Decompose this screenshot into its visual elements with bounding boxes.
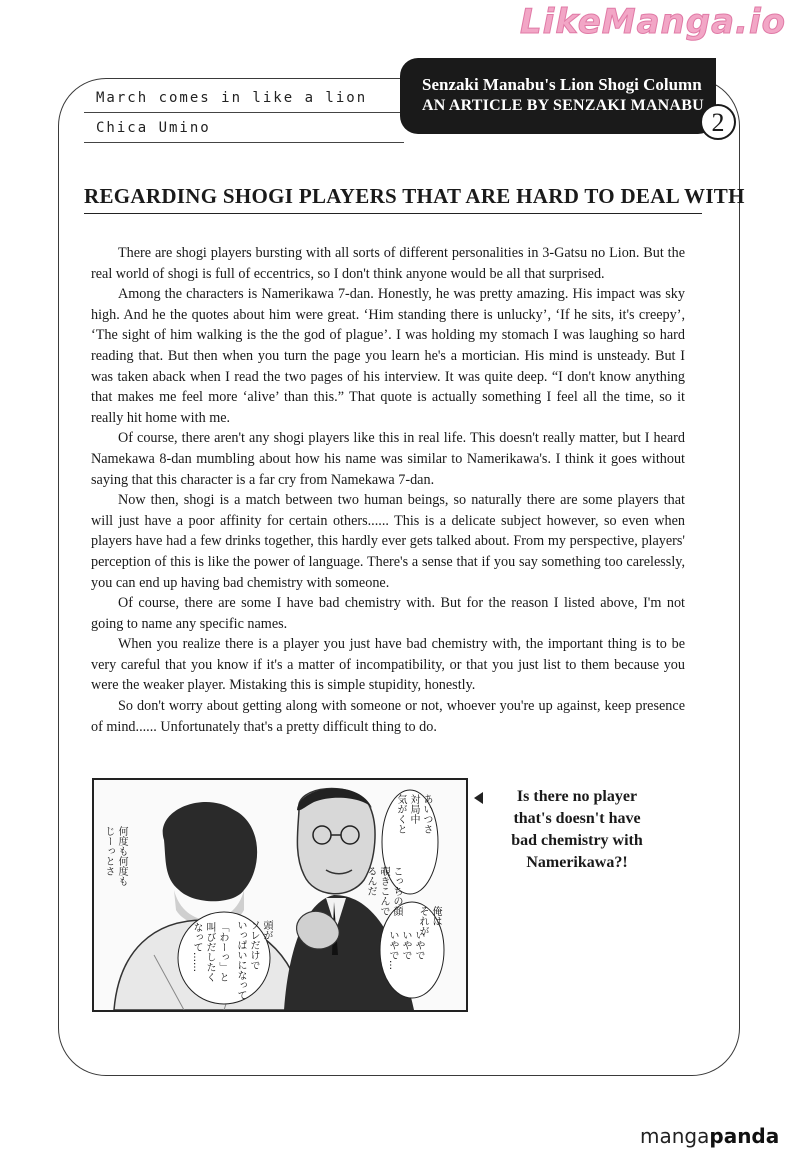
author-rule <box>84 142 404 143</box>
speech-bubble <box>394 794 432 834</box>
author-name: Chica Umino <box>96 120 211 136</box>
column-byline: AN ARTICLE BY SENZAKI MANABU <box>422 97 704 114</box>
speech-line: るんだ <box>365 866 376 896</box>
mangapanda-watermark <box>640 1124 798 1152</box>
speech-line: なって…… <box>191 922 202 972</box>
site-watermark: LikeManga.io <box>520 2 786 42</box>
article-body <box>91 243 685 737</box>
column-header <box>400 58 716 134</box>
caption-line: Is there no player <box>516 788 638 805</box>
speech-line: 対局中 <box>408 794 419 824</box>
speech-line: いっぱいになって <box>235 920 246 1000</box>
speech-line: ソレだけで <box>248 920 259 970</box>
article-paragraph: Among the characters is Namerikawa 7-dan. Honestly, he was pretty amazing. His impact was sky high. And he the quotes about him were great. ‘Him standing there is unlucky’, ‘If he sits, it's creepy’, ‘The sight of him walking is the the god of plague’. I was holding my stomach I was laughing so hard reading that. But then when you turn the page you learn he's a mortician. His mind is unsteady. But I was taken aback when I read the two pages of his interview. It was quite deep. “I don't know anything that makes me feel more ‘alive’ than this.” That quote is actually something I feel all the time, so it really hit home with me. <box>91 286 685 426</box>
speech-line: 気がくと <box>395 794 406 834</box>
article-paragraph: There are shogi players bursting with all sorts of different personalities in 3-Gatsu no Lion. But the real world of shogi is full of eccentrics, so I don't think anyone would be all that surprised. <box>91 245 685 282</box>
series-title: March comes in like a lion <box>96 90 368 106</box>
caption-line: Namerikawa?! <box>526 854 628 871</box>
speech-line: 俺は <box>430 906 441 926</box>
panel-caption <box>482 786 672 874</box>
speech-bubble <box>234 920 272 1000</box>
speech-line: 頭が <box>261 920 272 940</box>
speech-line: 叫びだしたく <box>204 922 215 982</box>
column-title: Senzaki Manabu's Lion Shogi Column <box>422 75 702 94</box>
speech-line: 覗きこんで <box>378 866 389 916</box>
headline-rule <box>84 213 702 214</box>
speech-line: 何度も何度も <box>116 826 127 886</box>
speech-line: あいつさ <box>421 794 432 834</box>
watermark-part: manga <box>640 1124 710 1148</box>
speech-bubble <box>364 866 402 916</box>
caption-line: bad chemistry with <box>511 832 643 849</box>
article-headline: REGARDING SHOGI PLAYERS THAT ARE HARD TO DEAL WITH <box>84 184 745 208</box>
watermark-part: panda <box>709 1124 780 1148</box>
article-paragraph: Of course, there are some I have bad chemistry with. But for the reason I listed above, I'm not going to name any specific names. <box>91 595 685 632</box>
speech-bubble <box>386 930 424 970</box>
speech-line: じーっとさ <box>103 826 114 876</box>
column-number-badge: 2 <box>700 104 736 140</box>
article-paragraph: So don't worry about getting along with someone or not, whoever you're up against, keep presence of mind...... Unfortunately that's a pretty difficult thing to do. <box>91 698 685 735</box>
speech-line: いやで <box>413 930 424 960</box>
speech-bubble <box>102 826 127 886</box>
article-paragraph: When you realize there is a player you just have bad chemistry with, the important thing is to be very careful that you know if it's a matter of incompatibility, or that you just list to them because you were the weaker player. Mistaking this is simple stupidity, honestly. <box>91 636 685 694</box>
speech-line: いやで <box>400 930 411 960</box>
speech-line: いやで… <box>387 930 398 970</box>
series-title-rule <box>84 112 404 113</box>
speech-line: 「わーっ」と <box>217 922 228 982</box>
manga-panel <box>92 778 468 1012</box>
caption-line: that's doesn't have <box>513 810 641 827</box>
speech-bubble <box>190 922 228 982</box>
article-paragraph: Now then, shogi is a match between two human beings, so naturally there are some players that will just have a poor affinity for certain others...... This is a delicate subject however, so even when players have had a few drinks together, this hardly ever gets talked about. From my perspective, players' perception of this is like the power of language. There's a sense that if you say something too carelessly, you can end up having bad chemistry with someone. <box>91 492 685 591</box>
article-paragraph: Of course, there aren't any shogi players like this in real life. This doesn't really matter, but I heard Namekawa 8-dan mumbling about how his name was similar to Namerikawa's. I think it goes without saying that this character is a far cry from Namekawa 7-dan. <box>91 430 685 488</box>
speech-line: こっちの顔 <box>391 866 402 916</box>
speech-line: それが <box>417 906 428 936</box>
